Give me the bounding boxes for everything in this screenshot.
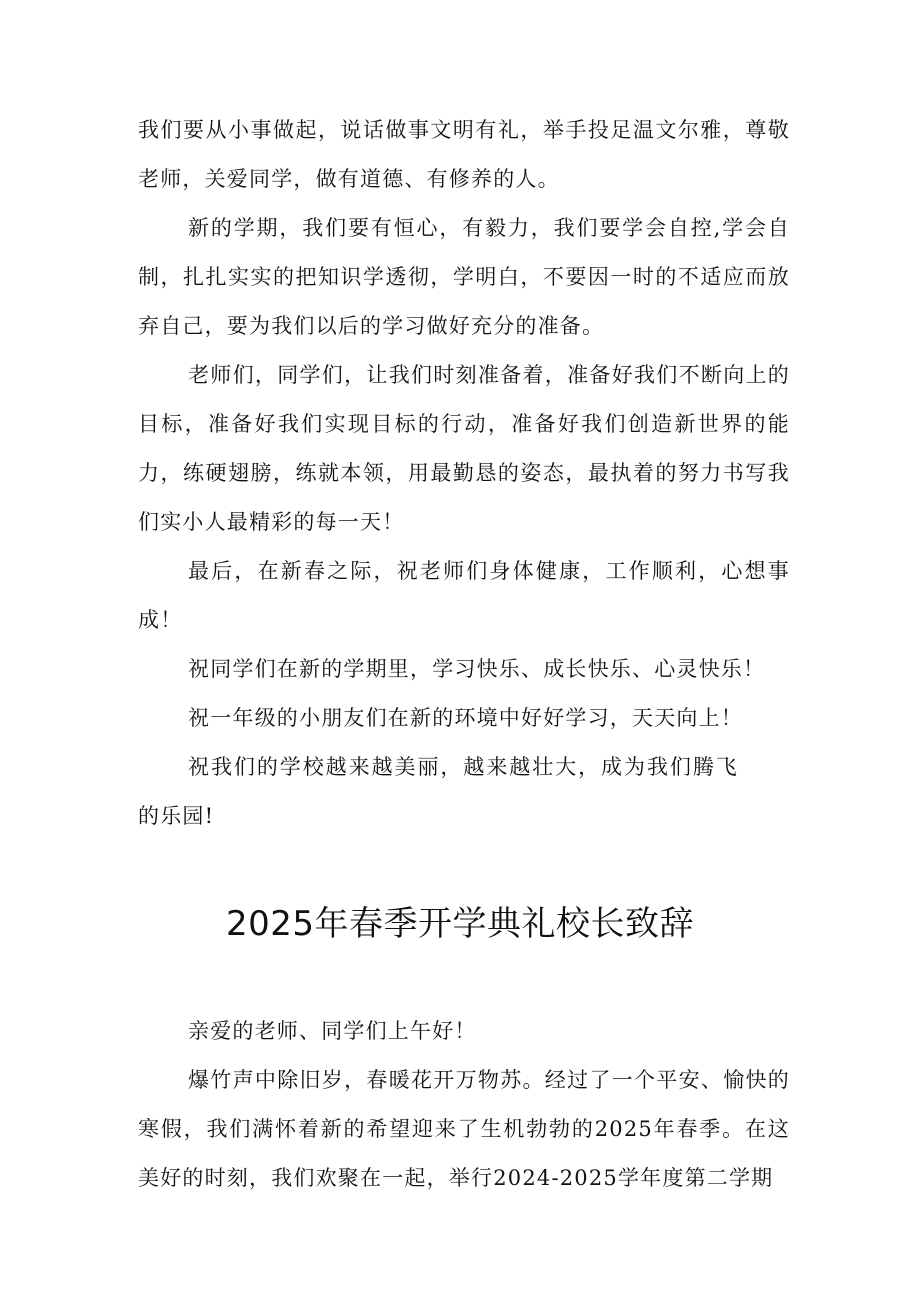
paragraph-new-semester: 新的学期，我们要有恒心，有毅力，我们要学会自控,学会自制，扎扎实实的把知识学透彻，学明白，不要因一时的不适应而放弃自己，要为我们以后的学习做好充分的准备。	[138, 216, 790, 338]
paragraph-wishes-students: 祝同学们在新的学期里，学习快乐、成长快乐、心灵快乐！	[188, 657, 766, 681]
speech-continued-section	[138, 106, 790, 841]
paragraph-greeting: 亲爱的老师、同学们上午好！	[188, 1019, 477, 1043]
paragraph-wishes-first-graders: 祝一年级的小朋友们在新的环境中好好学习，天天向上！	[188, 706, 743, 730]
paragraph-wishes-school: 祝我们的学校越来越美丽，越来越壮大，成为我们腾飞的乐园!	[138, 755, 738, 828]
speech-section	[138, 1007, 790, 1203]
paragraph-opening: 爆竹声中除旧岁，春暖花开万物苏。经过了一个平安、愉快的寒假，我们满怀着新的希望迎来了生机勃勃的2025年春季。在这美好的时刻，我们欢聚在一起，举行2024-2025学年度第二学期	[138, 1068, 790, 1190]
paragraph-wishes-teachers: 最后，在新春之际，祝老师们身体健康，工作顺利，心想事成！	[138, 559, 790, 632]
paragraph-civility: 我们要从小事做起，说话做事文明有礼，举手投足温文尔雅，尊敬老师，关爱同学，做有道德、有修养的人。	[138, 118, 790, 191]
speech-title: 2025年春季开学典礼校长致辞	[225, 904, 695, 944]
paragraph-be-prepared: 老师们，同学们，让我们时刻准备着，准备好我们不断向上的目标，准备好我们实现目标的行动，准备好我们创造新世界的能力，练硬翅膀，练就本领，用最勤恳的姿态，最执着的努力书写我们实小人最精彩的每一天！	[138, 363, 790, 534]
